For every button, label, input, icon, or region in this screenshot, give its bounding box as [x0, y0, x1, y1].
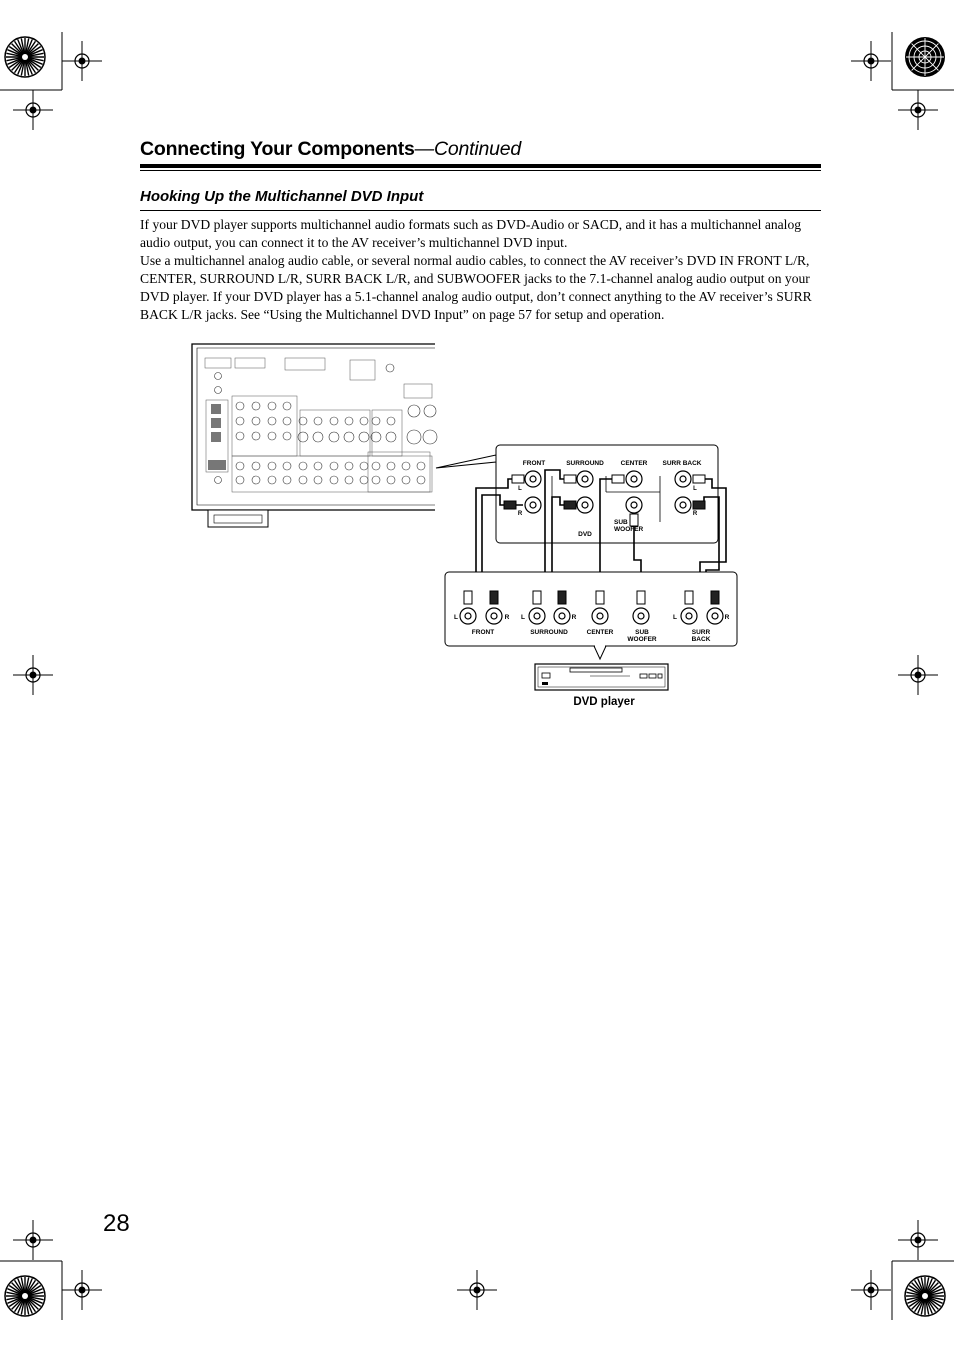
- receiver-rear-panel: [192, 344, 496, 527]
- label-front-r: R: [517, 511, 523, 517]
- label-player-front-r: R: [504, 614, 510, 621]
- header-continued: —Continued: [414, 138, 522, 160]
- label-player-woofer: WOOFER: [627, 636, 657, 643]
- label-surround-rcv: SURROUND: [566, 460, 604, 467]
- label-player-center: CENTER: [586, 629, 614, 636]
- section-title: Hooking Up the Multichannel DVD Input: [140, 188, 424, 205]
- label-sub-rcv: SUB: [614, 519, 628, 526]
- label-surr-back-rcv: SURR BACK: [662, 460, 702, 467]
- page-header-title: [140, 138, 521, 161]
- connection-diagram: [185, 338, 745, 714]
- label-player-back: BACK: [691, 636, 711, 643]
- page-number: 28: [103, 1210, 130, 1237]
- dvd-player-icon: [535, 664, 668, 690]
- label-center-rcv: CENTER: [620, 460, 648, 467]
- label-player-back-r: R: [724, 614, 730, 621]
- dvd-player-output-panel: [445, 572, 737, 659]
- header-rule-thin: [140, 170, 821, 171]
- label-player-surround: SURROUND: [530, 629, 568, 636]
- header-rule-thick: [140, 164, 821, 168]
- label-player-front-l: L: [454, 614, 458, 621]
- label-player-surr: SURR: [691, 629, 711, 636]
- label-woofer-rcv: WOOFER: [614, 526, 644, 533]
- label-back-l: L: [693, 486, 697, 492]
- label-player-surround-r: R: [571, 614, 577, 621]
- label-player-back-l: L: [673, 614, 677, 621]
- header-title-text: Connecting Your Components: [140, 138, 415, 160]
- label-player-sub: SUB: [635, 629, 649, 636]
- body-paragraph-1: If your DVD player supports multichannel audio formats such as DVD-Audio or SACD, and it has a multichannel analog audio output, you can connect it to the AV receiver’s multichannel DVD input.: [140, 217, 802, 250]
- label-front-l: L: [518, 486, 522, 492]
- dvd-player-caption: DVD player: [573, 696, 635, 708]
- section-rule: [140, 210, 821, 211]
- label-player-front: FRONT: [471, 629, 495, 636]
- label-front-rcv: FRONT: [522, 460, 546, 467]
- label-back-r: R: [692, 511, 698, 517]
- label-player-surround-l: L: [521, 614, 525, 621]
- receiver-dvd-input-panel: [496, 445, 718, 543]
- label-dvd-rcv: DVD: [578, 531, 592, 538]
- body-paragraph-2: Use a multichannel analog audio cable, or several normal audio cables, to connect the AV receiver’s DVD IN FRONT L/R, CENTER, SURROUND L/R, SURR BACK L/R, and SUBWOOFER jacks to the 7.1-channel analog audio output on your DVD player. If your DVD player has a 5.1-channel analog audio output, don’t connect anything to the AV receiver’s SURR BACK L/R jacks. See “Using the Multichannel DVD Input” on page 57 for setup and operation.: [140, 253, 812, 322]
